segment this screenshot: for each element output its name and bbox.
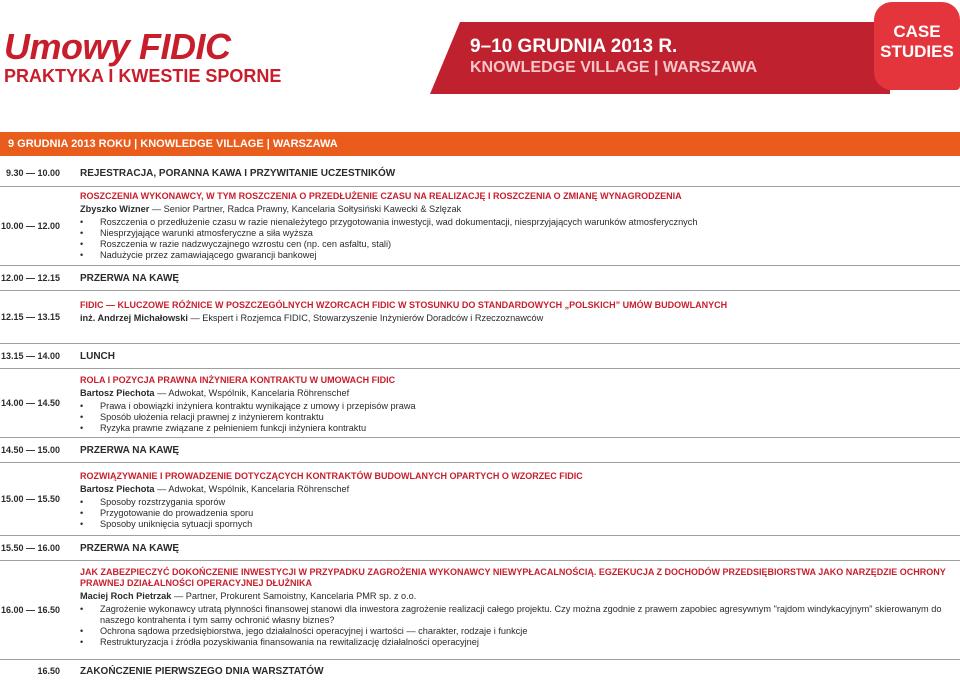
speaker-name: inż. Andrzej Michałowski <box>80 313 188 323</box>
row-title: JAK ZABEZPIECZYĆ DOKOŃCZENIE INWESTYCJI W PRZYPADKU ZAGROŻENIA WYKONAWCY NIEWYPŁACALNOŚCIĄ. EGZEKUCJA Z DOCHODÓW PRZEDSIĘBIORSTWA JAKO NARZĘDZIE OCHRONY PRAWNEJ DZIAŁALNOŚCI OPERACYJNEJ DŁUŻNIKA <box>80 567 946 588</box>
banner-place: KNOWLEDGE VILLAGE | WARSZAWA <box>470 59 758 76</box>
list-item: • Sposoby rozstrzygania sporów <box>80 497 954 508</box>
speaker-role: — Adwokat, Wspólnik, Kancelaria Röhrenschef <box>157 484 350 494</box>
schedule-table <box>0 160 960 682</box>
row-title: LUNCH <box>80 350 115 362</box>
schedule-row <box>0 660 960 682</box>
row-time: 10.00 — 12.00 <box>0 221 60 231</box>
topic-list <box>80 401 954 434</box>
schedule-row <box>0 561 960 660</box>
list-item: • Zagrożenie wykonawcy utratą płynności finansowej stanowi dla inwestora zagrożenie realizacji całego projektu. Czy można zgodnie z prawem zapobiec agresywnym "rajdom windykacyjnym" skierowanym do naszego kontrahenta i tym samy ochronić własny biznes? <box>80 604 954 626</box>
list-item: • Przygotowanie do prowadzenia sporu <box>80 508 954 519</box>
list-item: • Nadużycie przez zamawiającego gwarancji bankowej <box>80 250 954 261</box>
schedule-row <box>0 463 960 536</box>
row-time: 16.50 <box>37 666 60 676</box>
event-title: Umowy FIDIC <box>4 26 231 67</box>
schedule-row <box>0 369 960 438</box>
schedule-row <box>0 291 960 344</box>
banner-notch <box>430 22 460 94</box>
list-item: • Restrukturyzacja i źródła pozyskiwania finansowania na rewitalizację działalności operacyjnej <box>80 637 954 648</box>
speaker-role: — Ekspert i Rozjemca FIDIC, Stowarzyszenie Inżynierów Doradców i Rzeczoznawców <box>190 313 544 323</box>
page-header <box>0 0 960 100</box>
speaker-name: Zbyszko Wizner <box>80 204 150 214</box>
row-title: ZAKOŃCZENIE PIERWSZEGO DNIA WARSZTATÓW <box>80 665 324 677</box>
row-time: 9.30 — 10.00 <box>5 168 60 178</box>
row-time: 13.15 — 14.00 <box>0 351 60 361</box>
row-title: ROLA I POZYCJA PRAWNA INŻYNIERA KONTRAKTU W UMOWACH FIDIC <box>80 375 396 385</box>
list-item: • Roszczenia o przedłużenie czasu w razie nienależytego przygotowania inwestycji, wad dokumentacji, niesprzyjających warunków atmosferycznych <box>80 217 954 228</box>
list-item: • Roszczenia w razie nadzwyczajnego wzrostu cen (np. cen asfaltu, stali) <box>80 239 954 250</box>
speaker <box>80 591 954 602</box>
speaker-name: Bartosz Piechota <box>80 388 155 398</box>
row-title: FIDIC — KLUCZOWE RÓŻNICE W POSZCZEGÓLNYCH WZORCACH FIDIC W STOSUNKU DO STANDARDOWYCH „POLSKICH” UMÓW BUDOWLANYCH <box>80 300 728 310</box>
badge-line-1: CASE <box>893 22 941 41</box>
row-time: 12.00 — 12.15 <box>0 273 60 283</box>
row-time: 14.00 — 14.50 <box>0 398 60 408</box>
banner-date: 9–10 GRUDNIA 2013 R. <box>470 36 678 57</box>
row-time: 15.00 — 15.50 <box>0 494 60 504</box>
row-title: REJESTRACJA, PORANNA KAWA I PRZYWITANIE UCZESTNIKÓW <box>80 167 396 179</box>
list-item: • Niesprzyjające warunki atmosferyczne a siła wyższa <box>80 228 954 239</box>
row-title: PRZERWA NA KAWĘ <box>80 444 180 456</box>
event-banner <box>430 22 890 94</box>
list-item: • Prawa i obowiązki inżyniera kontraktu wynikające z umowy i przepisów prawa <box>80 401 954 412</box>
schedule-row <box>0 438 960 463</box>
case-studies-badge <box>874 2 960 90</box>
schedule-row <box>0 266 960 291</box>
row-time: 15.50 — 16.00 <box>0 543 60 553</box>
schedule-row <box>0 536 960 561</box>
schedule-row <box>0 160 960 187</box>
row-title: PRZERWA NA KAWĘ <box>80 272 180 284</box>
row-time: 16.00 — 16.50 <box>0 605 60 615</box>
row-time: 12.15 — 13.15 <box>0 312 60 322</box>
topic-list <box>80 604 954 648</box>
day-bar: 9 GRUDNIA 2013 ROKU | KNOWLEDGE VILLAGE | WARSZAWA <box>0 132 960 156</box>
speaker <box>80 484 954 495</box>
event-subtitle: PRAKTYKA I KWESTIE SPORNE <box>4 66 282 86</box>
list-item: • Ochrona sądowa przedsiębiorstwa, jego działalności operacyjnej i wartości — charakter, rodzaje i funkcje <box>80 626 954 637</box>
speaker-role: — Adwokat, Wspólnik, Kancelaria Röhrenschef <box>157 388 350 398</box>
badge-line-2: STUDIES <box>880 42 954 61</box>
speaker <box>80 204 954 215</box>
list-item: • Sposoby uniknięcia sytuacji spornych <box>80 519 954 530</box>
schedule-row <box>0 344 960 369</box>
list-item: • Ryzyka prawne związane z pełnieniem funkcji inżyniera kontraktu <box>80 423 954 434</box>
speaker-name: Bartosz Piechota <box>80 484 155 494</box>
speaker <box>80 313 954 324</box>
topic-list <box>80 217 954 261</box>
list-item: • Sposób ułożenia relacji prawnej z inżynierem kontraktu <box>80 412 954 423</box>
speaker-name: Maciej Roch Pietrzak <box>80 591 172 601</box>
speaker-role: — Partner, Prokurent Samoistny, Kancelaria PMR sp. z o.o. <box>173 591 417 601</box>
topic-list <box>80 497 954 530</box>
row-title: PRZERWA NA KAWĘ <box>80 542 180 554</box>
row-time: 14.50 — 15.00 <box>0 445 60 455</box>
speaker <box>80 388 954 399</box>
speaker-role: — Senior Partner, Radca Prawny, Kancelaria Sołtysiński Kawecki & Szlęzak <box>151 204 462 214</box>
row-title: ROZWIĄZYWANIE I PROWADZENIE DOTYCZĄCYCH KONTRAKTÓW BUDOWLANYCH OPARTYCH O WZORZEC FIDIC <box>80 471 583 481</box>
row-title: ROSZCZENIA WYKONAWCY, W TYM ROSZCZENIA O PRZEDŁUŻENIE CZASU NA REALIZACJĘ I ROSZCZENIA O ZMIANĘ WYNAGRODZENIA <box>80 191 682 201</box>
schedule-row <box>0 187 960 266</box>
